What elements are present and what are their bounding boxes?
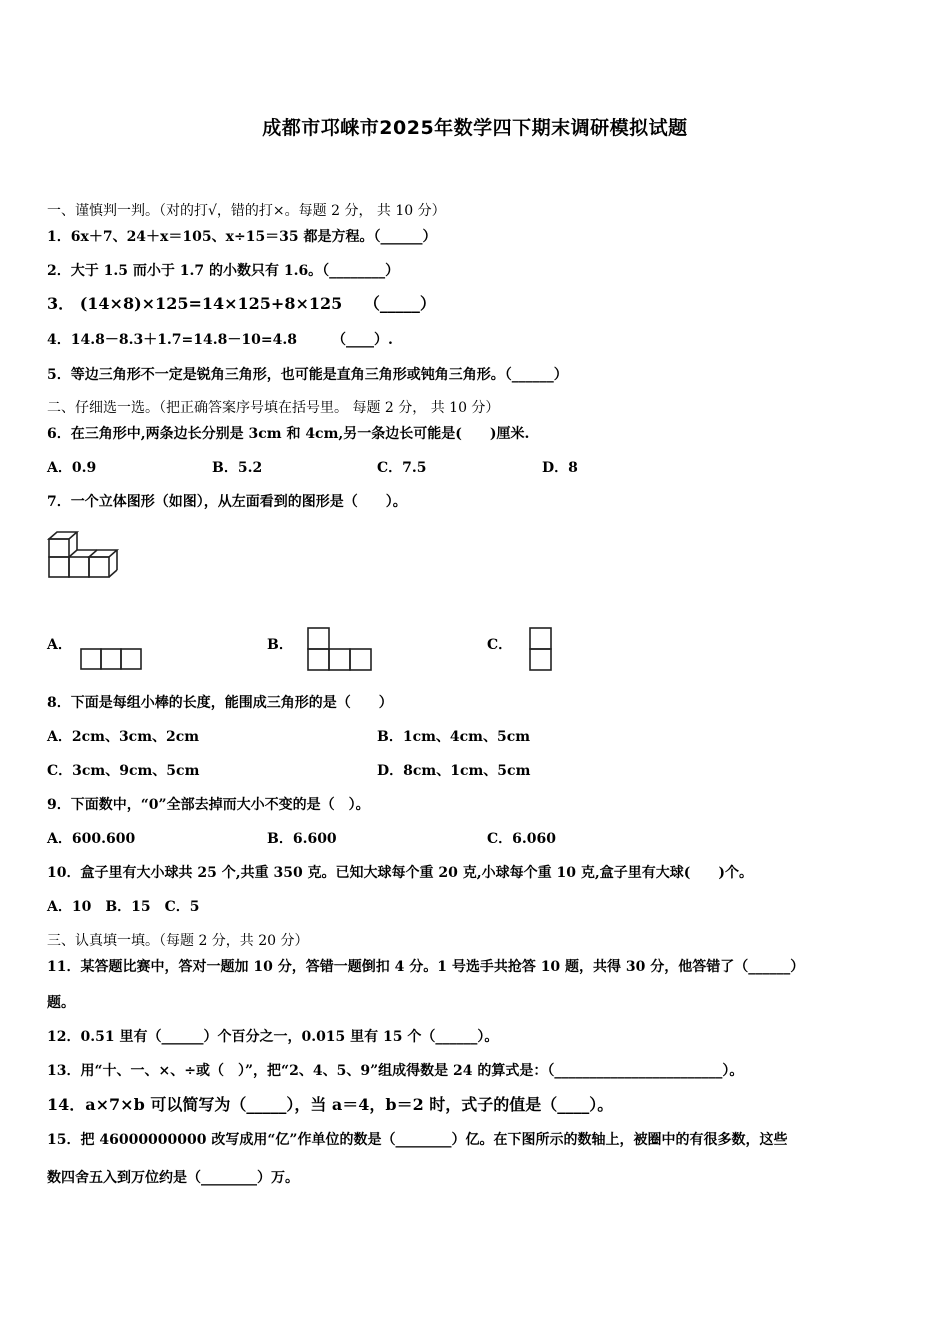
section-1-heading: 一、谨慎判一判。（对的打√，错的打×。每题 2 分， 共 10 分） <box>47 203 446 219</box>
question-10: 10．盒子里有大小球共 25 个,共重 350 克。已知大球每个重 20 克,小球每个重 10 克,盒子里有大球( )个。 <box>47 865 754 881</box>
q9-option-b: B．6.600 <box>267 831 337 847</box>
q8-option-b: B．1cm、4cm、5cm <box>377 729 531 745</box>
page-title: 成都市邛崃市2025年数学四下期末调研模拟试题 <box>262 117 688 139</box>
q6-option-a: A．0.9 <box>47 460 97 476</box>
section-2-heading: 二、仔细选一选。（把正确答案序号填在括号里。 每题 2 分， 共 10 分） <box>47 400 500 416</box>
q9-option-c: C．6.060 <box>487 831 556 847</box>
question-2: 2．大于 1.5 而小于 1.7 的小数只有 1.6。（________） <box>47 263 400 279</box>
q7-option-a-figure <box>80 648 142 670</box>
q10-options: A．10 B．15 C．5 <box>47 899 200 915</box>
q7-option-c: C． <box>487 637 513 653</box>
q6-option-b: B．5.2 <box>212 460 263 476</box>
question-4: 4．14.8－8.3＋1.7=14.8－10=4.8 （____）. <box>47 332 393 348</box>
q7-option-c-figure <box>529 627 553 671</box>
question-15-continued: 数四舍五入到万位约是（________）万。 <box>47 1170 299 1186</box>
question-7: 7．一个立体图形（如图），从左面看到的图形是（ ）。 <box>47 494 407 510</box>
question-13: 13．用“十、一、×、÷或（ ）”，把“2、4、5、9”组成得数是 24 的算式是：（________________________）。 <box>47 1063 744 1079</box>
q9-option-a: A．600.600 <box>47 831 136 847</box>
question-15: 15．把 46000000000 改写成用“亿”作单位的数是（________）亿。在下图所示的数轴上，被圈中的有很多数，这些 <box>47 1132 788 1148</box>
q8-option-c: C．3cm、9cm、5cm <box>47 763 200 779</box>
q6-option-c: C．7.5 <box>377 460 427 476</box>
solid-figure <box>48 530 120 580</box>
question-5: 5．等边三角形不一定是锐角三角形，也可能是直角三角形或钝角三角形。（______） <box>47 367 568 383</box>
question-12: 12．0.51 里有（______）个百分之一，0.015 里有 15 个（______）。 <box>47 1029 499 1045</box>
question-3: 3． (14×8)×125=14×125+8×125 （_____） <box>47 294 436 313</box>
q7-option-a: A． <box>47 637 72 653</box>
question-8: 8．下面是每组小棒的长度，能围成三角形的是（ ） <box>47 695 393 711</box>
q6-option-d: D．8 <box>542 460 578 476</box>
question-1: 1．6x＋7、24＋x＝105、x÷15＝35 都是方程。（______） <box>47 229 437 245</box>
q7-option-b-figure <box>307 627 373 671</box>
question-14: 14．a×7×b 可以简写为（_____），当 a＝4，b＝2 时，式子的值是（____）。 <box>47 1095 614 1114</box>
q8-option-d: D．8cm、1cm、5cm <box>377 763 531 779</box>
q7-option-b: B． <box>267 637 293 653</box>
section-3-heading: 三、认真填一填。（每题 2 分，共 20 分） <box>47 933 309 949</box>
question-11: 11．某答题比赛中，答对一题加 10 分，答错一题倒扣 4 分。1 号选手共抢答 10 题，共得 30 分，他答错了（______） <box>47 959 805 975</box>
q8-option-a: A．2cm、3cm、2cm <box>47 729 200 745</box>
question-6: 6．在三角形中,两条边长分别是 3cm 和 4cm,另一条边长可能是( )厘米. <box>47 426 530 442</box>
question-11-continued: 题。 <box>47 995 75 1011</box>
question-9: 9．下面数中，“0”全部去掉而大小不变的是（ ）。 <box>47 797 370 813</box>
